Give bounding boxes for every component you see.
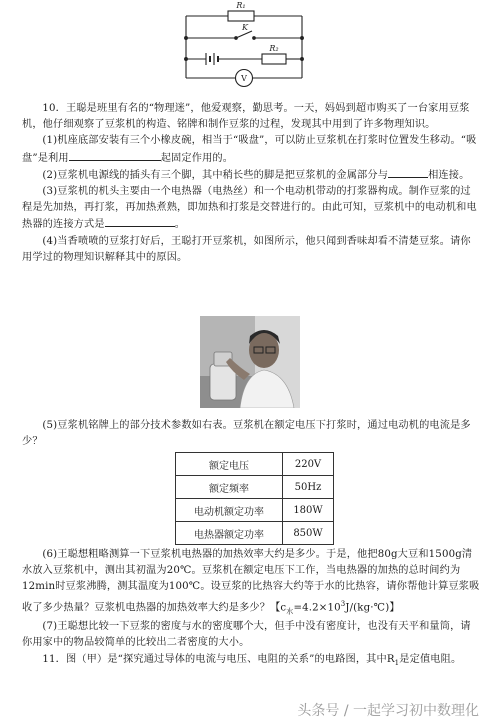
q10-intro: 10．王聪是班里有名的“物理迷”，他爱观察，勤思考。一天，妈妈到超市购买了一台家用豆浆机，他仔细观察了豆浆机的构造、铭牌和制作豆浆的过程，发现其中用到了许多物理知识。 — [22, 103, 470, 131]
r1-label: R₁ — [236, 2, 246, 10]
answer-blank-2 — [388, 167, 428, 178]
table-row: 额定电压 220V — [176, 453, 334, 476]
question-11: 11．图（甲）是“探究通过导体的电流与电压、电阻的关系”的电路图，其中$R_1$是定值电阻。 — [42, 653, 462, 667]
v-label: V — [241, 74, 247, 83]
question-10-block — [22, 101, 480, 266]
answer-blank-1 — [69, 150, 161, 161]
table-row: 电动机额定功率 180W — [176, 499, 334, 522]
circuit-diagram — [178, 2, 310, 94]
spec-table — [175, 452, 334, 545]
table-row: 电热器额定功率 850W — [176, 522, 334, 545]
q10-part7: (7)王聪想比较一下豆浆的密度与水的密度哪个大，但手中没有密度计，也没有天平和量筒，请你用家中的物品较简单的比较出二者密度的大小。 — [22, 621, 471, 649]
r2-label: R₂ — [269, 44, 279, 53]
watermark: 头条号 / 一起学习初中数理化 — [297, 703, 479, 719]
q10-part4: (4)当香喷喷的豆浆打好后，王聪打开豆浆机，如图所示，他只闻到香味却看不清楚豆浆。请你用学过的物理知识解释其中的原因。 — [22, 235, 471, 263]
q10-part2: (2)豆浆机电源线的插头有三个脚，其中稍长些的脚是把豆浆机的金属部分与 相连接。 — [22, 167, 480, 184]
q10-part5: (5)豆浆机铭牌上的部分技术参数如右表。豆浆机在额定电压下打浆时，通过电动机的电流是多少？ — [22, 420, 471, 448]
q10-part3: (3)豆浆机的机头主要由一个电热器（电热丝）和一个电动机带动的打浆器构成。制作豆浆的过程是先加热，再打浆，再加热煮熟，即加热和打浆是交替进行的。由此可知，豆浆机中的电动机和电热器的连接方式是 。 — [22, 186, 477, 231]
boy-soymilk-photo — [200, 316, 300, 408]
k-label: K — [242, 23, 248, 32]
q10-part6-7-block — [22, 547, 480, 671]
q10-part5-block — [22, 418, 480, 450]
table-row: 额定频率 50Hz — [176, 476, 334, 499]
q10-part1: (1)机座底部安装有三个小橡皮碗，相当于“吸盘”，可以防止豆浆机在打浆时位置发生移动。“吸盘”是利用 起固定作用的。 — [22, 135, 477, 164]
q10-part6: (6)王聪想粗略测算一下豆浆机电热器的加热效率大约是多少。于是，他把80g大豆和1500g清水放入豆浆机中，测出其初温为20℃。豆浆机在额定电压下工作，当电热器的加热的总时间约为12min时豆浆沸腾，测其温度为100℃。设豆浆的比热容大约等于水的比热容，请你帮他计算豆浆吸收了多少热量？豆浆机电热器的加热效率大约是多少？【$c_水=4.2\times 10^3J/(kg\cdot℃)$】 — [22, 549, 480, 616]
answer-blank-3 — [105, 216, 175, 227]
